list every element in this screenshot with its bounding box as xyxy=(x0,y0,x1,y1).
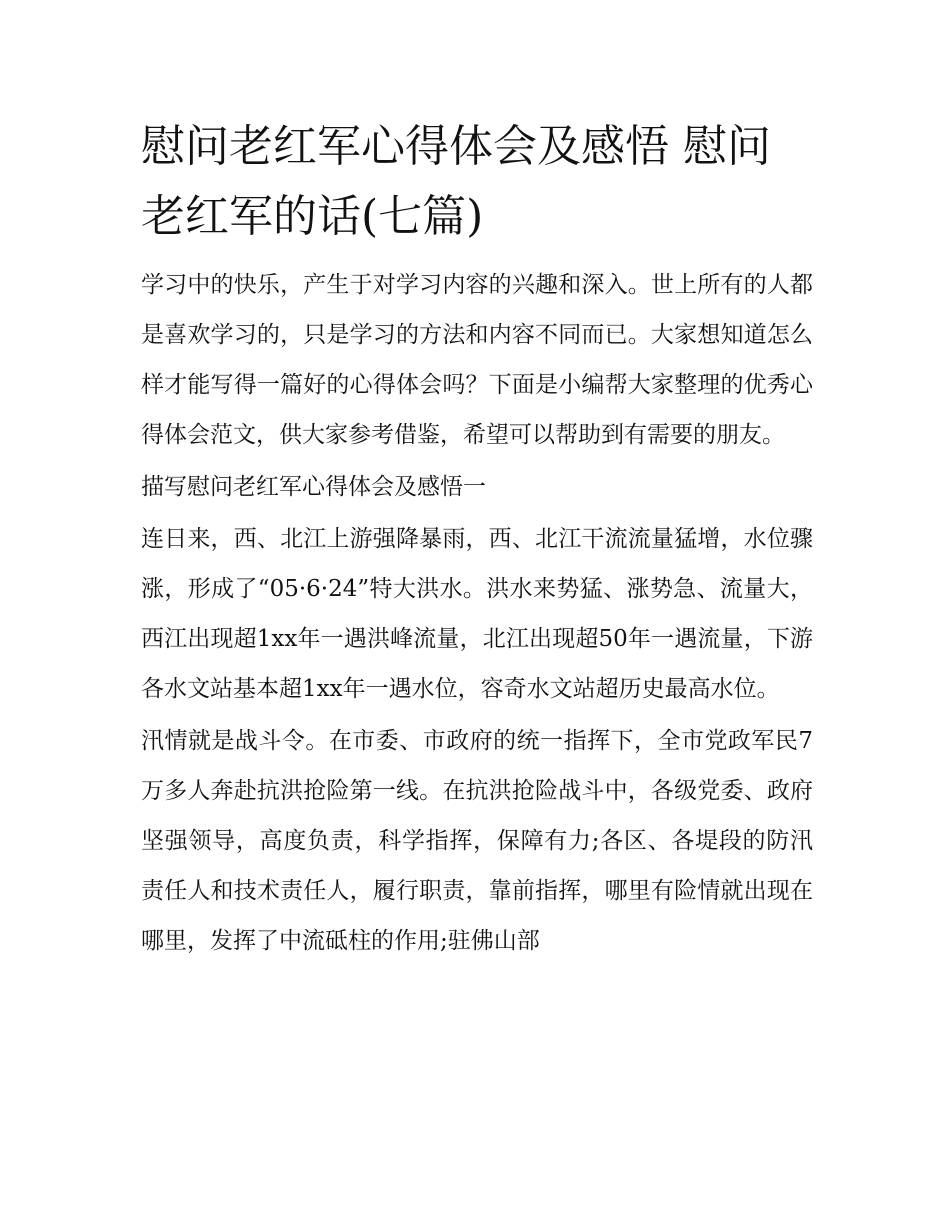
document-body xyxy=(141,112,813,966)
section-heading: 描写慰问老红军心得体会及感悟一 xyxy=(141,474,486,500)
intro-paragraph: 学习中的快乐，产生于对学习内容的兴趣和深入。世上所有的人都是喜欢学习的，只是学习的方法和内容不同而已。大家想知道怎么样才能写得一篇好的心得体会吗？下面是小编帮大家整理的优秀心得体会范文，供大家参考借鉴，希望可以帮助到有需要的朋友。 xyxy=(141,272,813,448)
flood-paragraph: 连日来，西、北江上游强降暴雨，西、北江干流流量猛增，水位骤涨，形成了“05·6·24”特大洪水。洪水来势猛、涨势急、流量大，西江出现超1xx年一遇洪峰流量，北江出现超50年一遇流量，下游各水文站基本超1xx年一遇水位，容奇水文站超历史最高水位。 xyxy=(141,526,813,702)
document-title: 慰问老红军心得体会及感悟 慰问老红军的话(七篇) xyxy=(141,121,771,242)
response-paragraph: 汛情就是战斗令。在市委、市政府的统一指挥下，全市党政军民7万多人奔赴抗洪抢险第一线。在抗洪抢险战斗中，各级党委、政府坚强领导，高度负责，科学指挥，保障有力;各区、各堤段的防汛责任人和技术责任人，履行职责，靠前指挥，哪里有险情就出现在哪里，发挥了中流砥柱的作用;驻佛山部 xyxy=(141,728,813,954)
